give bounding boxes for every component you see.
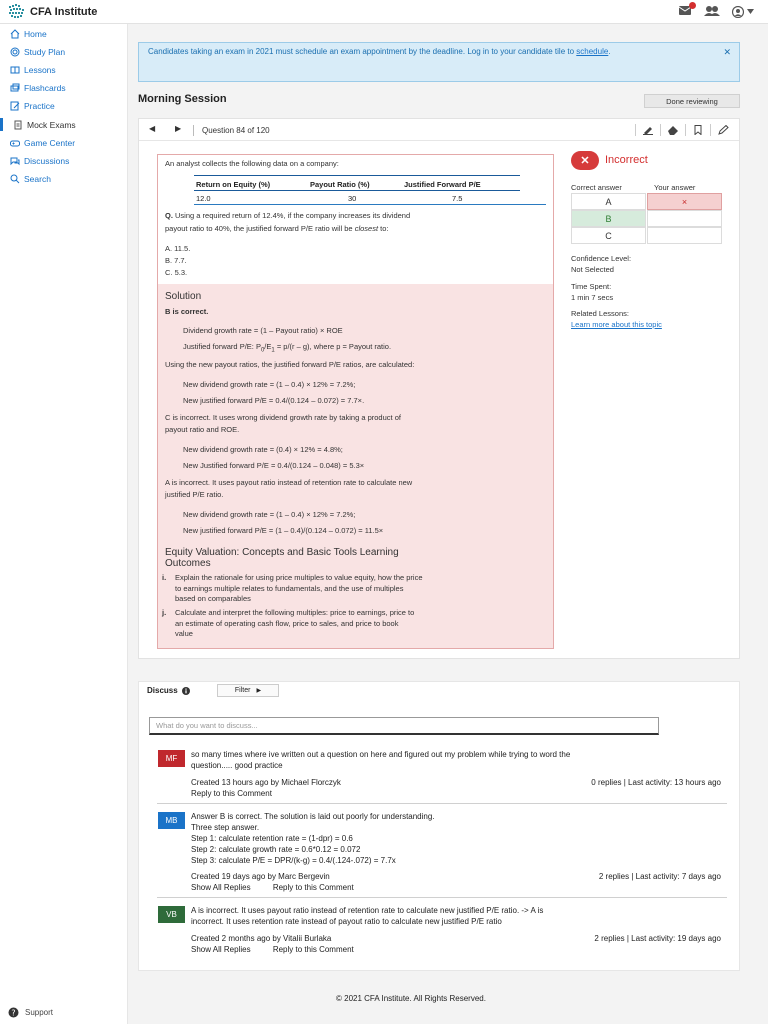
correct-choice-cell: B [571,210,646,227]
page-title: Morning Session [138,93,227,105]
eraser-icon[interactable] [660,124,685,136]
solution-formula [183,342,391,354]
lo-number: i. [162,573,167,582]
annotation-tools [635,124,735,136]
comment-actions [191,945,374,954]
top-bar [0,0,768,24]
svg-text:?: ? [11,1008,16,1018]
comment-text: Step 3: calculate P/E = DPR/(k-g) = 0.4/(.124-.072) = 7.7x [191,856,396,865]
formula-subscript: 0 [260,347,265,354]
comment-meta: Created 2 months ago by Vitalii Burlaka [191,934,332,943]
correct-answer-label: Correct answer [571,183,622,192]
filter-button[interactable] [217,684,279,697]
time-spent-value: 1 min 7 secs [571,293,614,302]
comment-text: A is incorrect. It uses payout ratio instead of retention rate to calculate new justified P/E ratio. -> A is [191,906,544,915]
solution-line: New Justified forward P/E = 0.4/(0.124 – 0.048) = 5.3× [183,461,365,470]
formula-subscript: 1 [271,347,275,354]
table-header-cell: Payout Ratio (%) [310,180,370,189]
formula-part: /E [264,342,272,351]
prompt-text: payout ratio to 40%, the justified forward P/E ratio will be [165,224,355,233]
book-icon [10,65,20,75]
correct-choice-cell: A [571,193,646,210]
solution-panel [158,284,553,648]
comment-actions [191,789,292,798]
user-avatar-icon [732,6,744,18]
comment-divider [157,897,727,898]
community-icon[interactable] [704,5,720,18]
discussion-panel [138,681,740,971]
correct-choice-cell: C [571,227,646,244]
schedule-link[interactable]: schedule [576,47,609,56]
comment-actions [191,883,374,892]
footer-copyright: © 2021 CFA Institute. All Rights Reserved. [336,994,486,1003]
messages-icon[interactable] [678,5,692,18]
lo-heading-line: Outcomes [165,558,211,569]
top-actions [678,5,754,18]
support-label: Support [25,1008,54,1017]
comment-text: Answer B is correct. The solution is laid out poorly for understanding. [191,812,435,821]
next-question-icon[interactable]: ▶ [175,124,182,133]
your-choice-cell [647,210,722,227]
solution-line: C is incorrect. It uses wrong dividend growth rate by taking a product of [165,413,401,422]
comment-meta: Created 13 hours ago by Michael Florczyk [191,778,341,787]
question-prompt-cont [165,224,388,233]
reply-button[interactable]: Reply to this Comment [272,945,354,954]
sidebar-item-discussions[interactable] [10,156,69,166]
sidebar-item-label: Practice [24,101,55,111]
comment-text: Three step answer. [191,823,260,832]
avatar: MB [158,812,185,829]
your-answer-label: Your answer [654,183,696,192]
target-icon [10,47,20,57]
solution-line: Using the new payout ratios, the justified forward P/E ratios, are calculated: [165,360,415,369]
show-replies-button[interactable]: Show All Replies [191,945,251,954]
solution-line: New dividend growth rate = (1 – 0.4) × 12% = 7.2%; [183,510,356,519]
comment-text: Step 1: calculate retention rate = (1-dpr) = 0.6 [191,834,353,843]
result-status: Incorrect [605,154,648,166]
search-icon [10,174,20,184]
discuss-heading [147,686,190,695]
pencil-icon [10,101,20,111]
formula-part: Justified forward P/E: P [183,342,261,351]
formula-part: = p/(r – g), where p = Payout ratio. [274,342,392,351]
comment-text: incorrect. It uses retention rate instead of payout ratio to calculate new justified P/E ratio [191,917,502,926]
info-icon[interactable] [182,687,190,695]
your-choice-cell: × [647,193,722,210]
sidebar-item-practice[interactable] [10,101,55,111]
confidence-value: Not Selected [571,265,614,274]
prompt-text: Using a required return of 12.4%, if the company increases its dividend [175,211,411,220]
confidence-label: Confidence Level: [571,254,632,263]
question-card [138,118,740,659]
help-icon [8,1007,19,1018]
table-cell: 12.0 [196,194,211,203]
lo-number: j. [162,608,167,617]
cfa-globe-icon [8,4,26,20]
comment-stats: 2 replies | Last activity: 19 days ago [594,934,721,943]
sidebar-item-study-plan[interactable] [10,47,65,57]
question-stem [158,155,553,284]
table-header-cell: Return on Equity (%) [196,180,271,189]
gamepad-icon [10,138,20,148]
lo-line: an estimate of operating cash flow, price to sales, and price to book [175,618,399,628]
support-link[interactable] [8,1007,53,1018]
lo-line: based on comparables [175,594,251,603]
sidebar-item-flashcards[interactable] [10,83,66,93]
reply-button[interactable]: Reply to this Comment [272,883,354,892]
answer-option: B. 7.7. [165,256,187,265]
sidebar-item-label: Mock Exams [27,119,76,130]
notification-badge [689,2,696,9]
close-icon[interactable]: ✕ [723,47,731,57]
avatar: VB [158,906,185,923]
cards-icon [10,83,20,93]
sidebar-item-game-center[interactable] [10,138,75,148]
related-lessons-label: Related Lessons: [571,309,629,318]
your-choice-cell [647,227,722,244]
question-box [157,154,554,649]
sidebar-item-mock-exams[interactable] [0,118,76,131]
solution-line: justified P/E ratio. [165,490,224,499]
sidebar-item-home[interactable] [10,29,47,39]
chevron-down-icon [747,9,754,14]
caret-right-icon: ▶ [256,688,262,694]
solution-line: New dividend growth rate = (0.4) × 12% = 4.8%; [183,445,343,454]
previous-question-icon[interactable]: ◀ [149,124,156,133]
related-lesson-link[interactable]: Learn more about this topic [571,320,662,329]
note-pencil-icon[interactable] [710,124,735,136]
comment-meta: Created 19 days ago by Marc Bergevin [191,872,330,881]
prompt-label: Q. [165,211,173,220]
table-cell: 30 [348,194,357,203]
lo-line: value [175,629,193,638]
time-spent-label: Time Spent: [571,282,612,291]
question-toolbar [139,119,739,141]
sidebar-item-label: Home [24,29,47,39]
comment-stats: 2 replies | Last activity: 7 days ago [598,872,721,881]
sidebar-item-search[interactable] [10,174,51,184]
lo-line: Calculate and interpret the following multiples: price to earnings, price to [175,608,415,617]
correct-answer-text: B is correct. [165,307,209,316]
learning-outcomes-heading [165,547,399,569]
answer-option: A. 11.5. [165,244,191,253]
sidebar-item-lessons[interactable] [10,65,56,75]
highlighter-icon[interactable] [635,124,660,136]
solution-heading: Solution [165,291,202,302]
sidebar-item-label: Study Plan [24,47,66,57]
solution-line: A is incorrect. It uses payout ratio instead of retention rate to calculate new [165,478,413,487]
lo-heading-line: Equity Valuation: Concepts and Basic Tools Learning [165,547,399,558]
sidebar-item-label: Search [24,174,51,184]
reply-button[interactable]: Reply to this Comment [191,789,272,798]
toolbar-divider [193,125,194,136]
exam-schedule-alert [138,42,740,82]
question-counter: Question 84 of 120 [202,126,270,135]
table-header-cell: Justified Forward P/E [404,180,481,189]
user-menu[interactable] [732,6,754,18]
comment-divider [157,803,727,804]
home-icon [10,29,20,39]
solution-line: New dividend growth rate = (1 – 0.4) × 12% = 7.2%; [183,380,356,389]
bookmark-icon[interactable] [685,124,710,136]
discuss-title: Discuss [147,686,178,695]
comment-text: Step 2: calculate growth rate = 0.6*0.12 = 0.072 [191,845,361,854]
show-replies-button[interactable]: Show All Replies [191,883,251,892]
comment-stats: 0 replies | Last activity: 13 hours ago [591,778,721,787]
incorrect-icon: ✕ [571,151,599,170]
solution-line: New justified forward P/E = (1 – 0.4)/(0.124 – 0.072) = 11.5× [183,526,384,535]
sidebar-item-label: Game Center [24,138,76,148]
learning-outcome [162,573,423,605]
question-prompt [165,211,410,220]
prompt-emphasis: closest [354,224,379,233]
document-icon [13,120,23,130]
answer-option: C. 5.3. [165,268,188,277]
sidebar-item-label: Lessons [24,65,56,75]
learning-outcome [162,608,415,640]
alert-text-end: . [608,47,611,56]
question-intro: An analyst collects the following data on a company: [165,159,339,168]
solution-line: Dividend growth rate = (1 – Payout ratio) × ROE [183,326,343,335]
brand-name: CFA Institute [30,6,98,18]
solution-line: payout ratio and ROE. [165,425,240,434]
done-reviewing-button[interactable]: Done reviewing [644,94,740,108]
lo-line: to earnings multiple relates to fundamentals, and the use of multiples [175,583,404,593]
table-cell: 7.5 [452,194,463,203]
discussion-input[interactable]: What do you want to discuss... [149,717,659,735]
sidebar-item-label: Discussions [24,156,70,166]
table-rule [194,204,546,205]
comment-text: question..... good practice [191,761,283,770]
prompt-text: to: [378,224,389,233]
avatar: MF [158,750,185,767]
table-header [194,175,520,191]
chat-icon [10,156,20,166]
alert-text: Candidates taking an exam in 2021 must schedule an exam appointment by the deadline. Log in to your candidate tile to [148,47,577,56]
solution-line: New justified forward P/E = 0.4/(0.124 – 0.072) = 7.7×. [183,396,365,405]
filter-label: Filter [234,687,251,694]
sidebar-item-label: Flashcards [24,83,66,93]
comment-text: so many times where ive written out a question on here and figured out my problem while trying to word the [191,750,571,759]
sidebar [0,24,128,1024]
lo-line: Explain the rationale for using price multiples to value equity, how the price [175,573,423,582]
brand-logo[interactable] [8,4,97,20]
